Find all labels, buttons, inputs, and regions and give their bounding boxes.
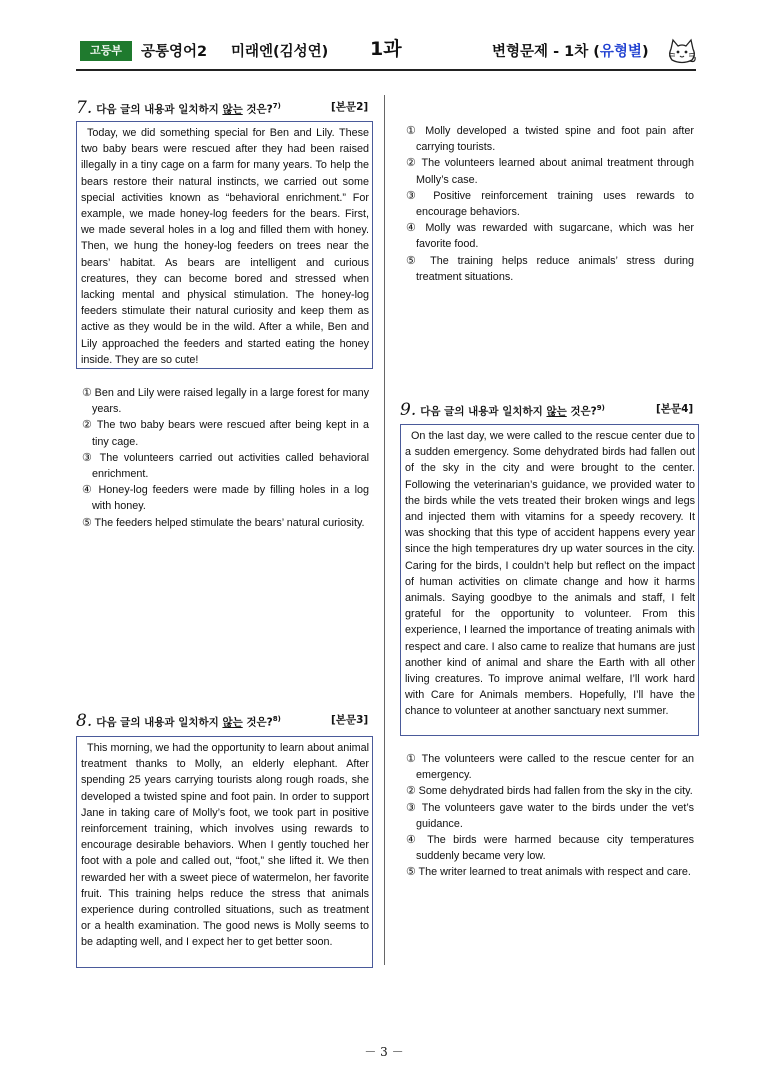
level-badge: 고등부 bbox=[80, 41, 132, 61]
question-8-source: [본문3] bbox=[331, 714, 369, 726]
option-4[interactable]: ④ The birds were harmed because city temperatures suddenly became very low. bbox=[406, 834, 694, 863]
question-9-header bbox=[400, 398, 605, 422]
question-9-options bbox=[406, 751, 694, 881]
option-2[interactable]: ② The volunteers learned about animal treatment through Molly’s case. bbox=[406, 157, 694, 186]
exam-type-highlight: 유형별 bbox=[599, 44, 642, 60]
question-8-header bbox=[76, 709, 281, 733]
option-3[interactable]: ③ Positive reinforcement training uses rewards to encourage behaviors. bbox=[406, 189, 694, 219]
header-rule bbox=[76, 69, 696, 71]
question-8-passage: This morning, we had the opportunity to learn about animal treatment thanks to Molly, an elderly elephant. After spending 25 years carrying tourists along rough roads, she developed a twisted spine and foot pain. In order to support Jane in taking care of Molly’s foot, we took part in positive reinforcement training, which involves using rewards to encourage desirable behaviors. When I gently touched her foot with a pole and called out, “foot,” she lifted it. We then rewarded her with a sweet piece of watermelon, her favorite fruit. This training helps reduce the stress that animals experience during controlled situations, such as treatment or a health examination. The good news is Molly seems to be adapting well, and I expect her to get better soon. bbox=[76, 736, 373, 968]
exam-type-prefix: 변형문제 - 1차 ( bbox=[492, 44, 600, 60]
question-prompt: 다음 글의 내용과 일치하지 bbox=[96, 716, 223, 729]
option-5[interactable]: ⑤ The feeders helped stimulate the bears’ natural curiosity. bbox=[82, 516, 365, 529]
option-2[interactable]: ② The two baby bears were rescued after being kept in a tiny cage. bbox=[82, 419, 369, 448]
cat-mascot-icon bbox=[665, 37, 699, 67]
question-7-options bbox=[82, 385, 369, 531]
question-8-options bbox=[406, 123, 694, 285]
prompt-underlined: 않는 bbox=[222, 716, 243, 729]
question-prompt: 다음 글의 내용과 일치하지 bbox=[96, 103, 223, 116]
lesson-title: 1과 bbox=[370, 38, 402, 60]
question-9-source: [본문4] bbox=[656, 403, 694, 415]
option-4[interactable]: ④ Honey-log feeders were made by filling holes in a log with honey. bbox=[82, 484, 369, 513]
footnote-mark: 8) bbox=[272, 715, 281, 723]
prompt-underlined: 않는 bbox=[222, 103, 243, 116]
question-prompt: 다음 글의 내용과 일치하지 bbox=[420, 405, 547, 418]
option-2[interactable]: ② Some dehydrated birds had fallen from the sky in the city. bbox=[406, 785, 693, 798]
textbook-title: 미래엔(김성연) bbox=[231, 44, 329, 60]
page-number: － 3 － bbox=[364, 1045, 404, 1059]
option-5[interactable]: ⑤ The training helps reduce animals’ stress during treatment situations. bbox=[406, 254, 694, 283]
subject-title: 공통영어2 bbox=[141, 44, 208, 60]
column-divider bbox=[384, 95, 385, 965]
footnote-mark: 9) bbox=[596, 404, 605, 412]
prompt-end: 것은? bbox=[242, 103, 273, 116]
option-4[interactable]: ④ Molly was rewarded with sugarcane, which was her favorite food. bbox=[406, 222, 694, 251]
question-7-source: [본문2] bbox=[331, 101, 369, 113]
question-number: 7. bbox=[76, 97, 93, 118]
option-5[interactable]: ⑤ The writer learned to treat animals with respect and care. bbox=[406, 866, 691, 879]
question-7-header bbox=[76, 96, 281, 120]
option-3[interactable]: ③ The volunteers gave water to the birds under the vet’s guidance. bbox=[406, 801, 694, 830]
question-number: 8. bbox=[76, 710, 93, 731]
exam-type-suffix: ) bbox=[641, 44, 649, 60]
option-1[interactable]: ① The volunteers were called to the rescue center for an emergency. bbox=[406, 753, 694, 782]
question-number: 9. bbox=[400, 399, 417, 420]
option-1[interactable]: ① Molly developed a twisted spine and foot pain after carrying tourists. bbox=[406, 125, 694, 154]
footnote-mark: 7) bbox=[272, 102, 281, 110]
prompt-end: 것은? bbox=[242, 716, 273, 729]
question-9-passage: On the last day, we were called to the rescue center due to a sudden emergency. Some dehydrated birds had fallen out of the sky in the city and were brought to the center. Following the veterinarian’s guidance, we provided water to the birds while the vets treated their broken wings and legs and injected them with vitamins for a speedy recovery. It was shocking that this type of accident happens every year since the high temperatures dry up water sources in the city. Caring for the birds, I couldn’t help but reflect on the impact of human activities on climate change and how it harms animals. Saying goodbye to the animals and staff, I felt grateful for the opportunity to volunteer. From this experience, I learned the importance of treating animals with respect and care. I also came to realize that humans are just another kind of animal and share the Earth with all other living creatures. To improve animal welfare, I’ll work hard with Care for Animals members. Hopefully, I’ll have the chance to volunteer at another sanctuary next summer. bbox=[400, 424, 699, 736]
exam-type bbox=[492, 41, 649, 63]
option-3[interactable]: ③ The volunteers carried out activities called behavioral enrichment. bbox=[82, 451, 369, 481]
prompt-underlined: 않는 bbox=[546, 405, 567, 418]
prompt-end: 것은? bbox=[566, 405, 597, 418]
option-1[interactable]: ① Ben and Lily were raised legally in a large forest for many years. bbox=[82, 387, 369, 416]
question-7-passage: Today, we did something special for Ben and Lily. These two baby bears were rescued after they had been raised illegally in a tiny cage on a farm for many years. To help the bears restore their natural instincts, we carried out some special activities known as “behavioral enrichment.” For example, we made honey-log feeders for the bears. First, we made several holes in a log and filled them with honey. Then, we hung the honey-log feeders on trees near the bears’ habitat. As bears are intelligent and curious creatures, they can become bored and stressed when lacking mental and physical stimulation. The honey-log feeders stimulate their natural curiosity and keep them as active as they would be in the wild. After a while, Ben and Lily approached the feeders and started eating the honey inside. They are so cute! bbox=[76, 121, 373, 369]
